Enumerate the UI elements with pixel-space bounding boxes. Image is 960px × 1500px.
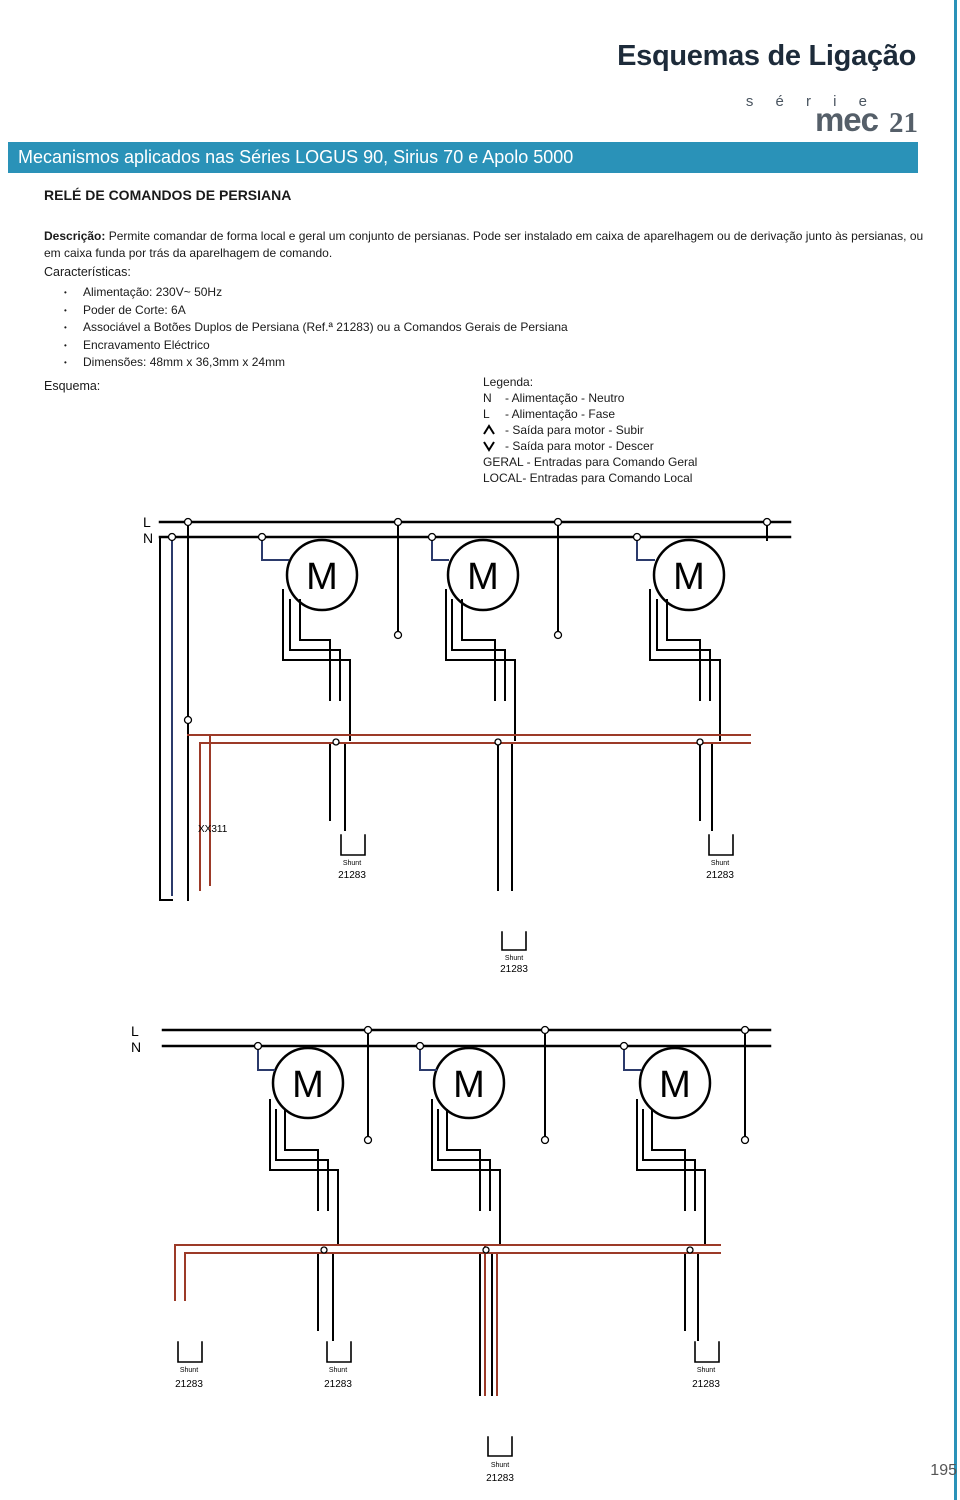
shunt-21283 [500, 932, 528, 975]
svg-text:21283: 21283 [324, 1379, 352, 1390]
list-item: • Associável a Botões Duplos de Persiana (Ref.ª 21283) ou a Comandos Gerais de Persiana [64, 319, 568, 336]
motor-1 [287, 540, 357, 610]
section-title: RELÉ DE COMANDOS DE PERSIANA [44, 187, 292, 203]
legend-key-l: L [483, 407, 490, 421]
shunt-21283 [338, 835, 366, 881]
svg-text:21283: 21283 [706, 870, 734, 881]
motor-label: M [467, 556, 499, 598]
list-item: • Dimensões: 48mm x 36,3mm x 24mm [64, 354, 568, 371]
shunt-21283 [486, 1437, 514, 1484]
motor-label: M [292, 1064, 324, 1106]
list-item: • Encravamento Eléctrico [64, 337, 568, 354]
legend-title: Legenda: [483, 375, 534, 389]
motor-1 [273, 1048, 343, 1118]
motor-label: M [673, 556, 705, 598]
list-item: • Poder de Corte: 6A [64, 302, 568, 319]
page-title: Esquemas de Ligação [617, 40, 916, 72]
motor-label: M [659, 1064, 691, 1106]
description-label: Descrição: [44, 229, 106, 243]
svg-text:Shunt: Shunt [179, 1367, 199, 1374]
legend-text: - Saída para motor - Subir [505, 423, 644, 437]
diagram-1 [143, 514, 790, 975]
description-text: Permite comandar de forma local e geral um conjunto de persianas. Pode ser instalado em caixa de aparelhagem ou de derivação junto às persianas, ou em caixa funda por trás da aparelhagem de comando. [44, 229, 924, 260]
page-number: 195 [930, 1462, 957, 1479]
svg-text:Shunt: Shunt [328, 1367, 348, 1374]
svg-text:21283: 21283 [692, 1379, 720, 1390]
label-n: N [131, 1039, 142, 1055]
legend-geral: GERAL - Entradas para Comando Geral [483, 455, 698, 469]
legend-key-n: N [483, 391, 492, 405]
diagram-2 [131, 1023, 770, 1484]
esquema-label: Esquema: [44, 379, 101, 393]
shunt-21283 [175, 1342, 203, 1390]
shunt-21283 [692, 1342, 720, 1390]
shunt-21283 [324, 1342, 352, 1390]
label-n: N [143, 530, 154, 546]
brand-serie-text: s é r i e [745, 93, 876, 110]
svg-text:21283: 21283 [338, 870, 366, 881]
legend-text: - Saída para motor - Descer [505, 439, 654, 453]
svg-text:Shunt: Shunt [504, 955, 524, 962]
motor-label: M [453, 1064, 485, 1106]
brand-mec-logo: mec [814, 101, 878, 138]
legend-text: - Alimentação - Neutro [505, 391, 625, 405]
svg-text:Shunt: Shunt [710, 860, 730, 867]
svg-text:Shunt: Shunt [696, 1367, 716, 1374]
svg-text:21283: 21283 [500, 964, 528, 975]
shunt-21283 [706, 835, 734, 881]
xx311-label: XX311 [198, 824, 228, 835]
legend-local: LOCAL- Entradas para Comando Local [483, 471, 693, 485]
motor-3 [654, 540, 724, 610]
motor-2 [434, 1048, 504, 1118]
svg-text:Shunt: Shunt [342, 860, 362, 867]
motor-label: M [306, 556, 338, 598]
label-l: L [143, 514, 151, 530]
svg-text:21283: 21283 [175, 1379, 203, 1390]
svg-text:Shunt: Shunt [490, 1462, 510, 1469]
label-l: L [131, 1023, 139, 1039]
brand-number: 21 [889, 107, 918, 139]
legend-text: - Alimentação - Fase [505, 407, 616, 421]
motor-3 [640, 1048, 710, 1118]
series-banner-title: Mecanismos aplicados nas Séries LOGUS 90, Sirius 70 e Apolo 5000 [18, 147, 574, 167]
svg-text:21283: 21283 [486, 1473, 514, 1484]
characteristics-title: Características: [44, 265, 131, 279]
list-item: • Alimentação: 230V~ 50Hz [64, 284, 568, 301]
motor-2 [448, 540, 518, 610]
